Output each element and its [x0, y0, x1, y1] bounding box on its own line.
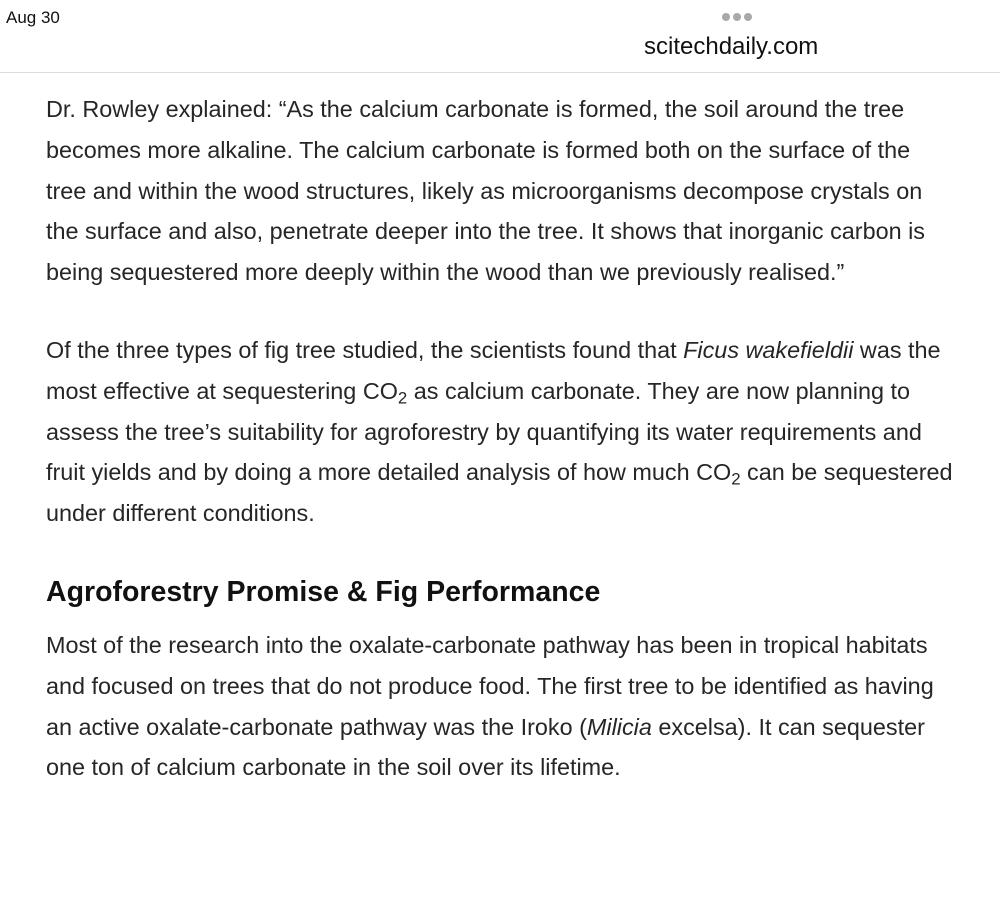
subscript: 2	[397, 388, 408, 408]
species-name: Ficus wakefieldii	[683, 336, 854, 363]
url-display[interactable]: scitechdaily.com	[644, 33, 819, 60]
paragraph-quote: Dr. Rowley explained: “As the calcium carbonate is formed, the soil around the tree becomes more alkaline. The calcium carbonate is formed both on the surface of the tree and within the wood structures, likely as microorganisms decompose crystals on the surface and also, penetrate deeper into the tree. It shows that inorganic carbon is being sequestered more deeply within the wood than we previously realised.”	[46, 96, 925, 286]
status-date: Aug 30	[6, 8, 60, 27]
paragraph-text: as calcium carbonate. They are now planning to assess the tree’s suitability for agroforestry by quantifying its water requirements and fruit yields and by doing a more detailed analysis of how much CO	[46, 377, 922, 486]
paragraph-fig-study	[46, 330, 956, 534]
subscript: 2	[731, 470, 741, 490]
paragraph-text: was the most effective at sequestering CO	[46, 336, 941, 404]
section-heading: Agroforestry Promise & Fig Performance	[46, 575, 601, 608]
ellipsis-icon	[722, 13, 730, 21]
ellipsis-icon	[733, 13, 741, 21]
ellipsis-icon	[744, 13, 752, 21]
paragraph-text: can be sequestered under different conditions.	[46, 459, 953, 527]
article-body	[46, 89, 956, 825]
genus-name: Milicia	[586, 713, 652, 740]
paragraph-text: Most of the research into the oxalate-carbonate pathway has been in tropical habitats and focused on trees that do not produce food. The first tree to be identified as having an active oxalate-carbonate pathway was the Iroko (	[46, 631, 934, 740]
paragraph-research	[46, 625, 956, 788]
paragraph-text: Of the three types of fig tree studied, the scientists found that	[46, 336, 684, 363]
paragraph-text: excelsa). It can sequester one ton of calcium carbonate in the soil over its lifetime.	[46, 713, 925, 781]
more-options-button[interactable]	[722, 13, 752, 21]
header-divider	[0, 72, 1000, 73]
